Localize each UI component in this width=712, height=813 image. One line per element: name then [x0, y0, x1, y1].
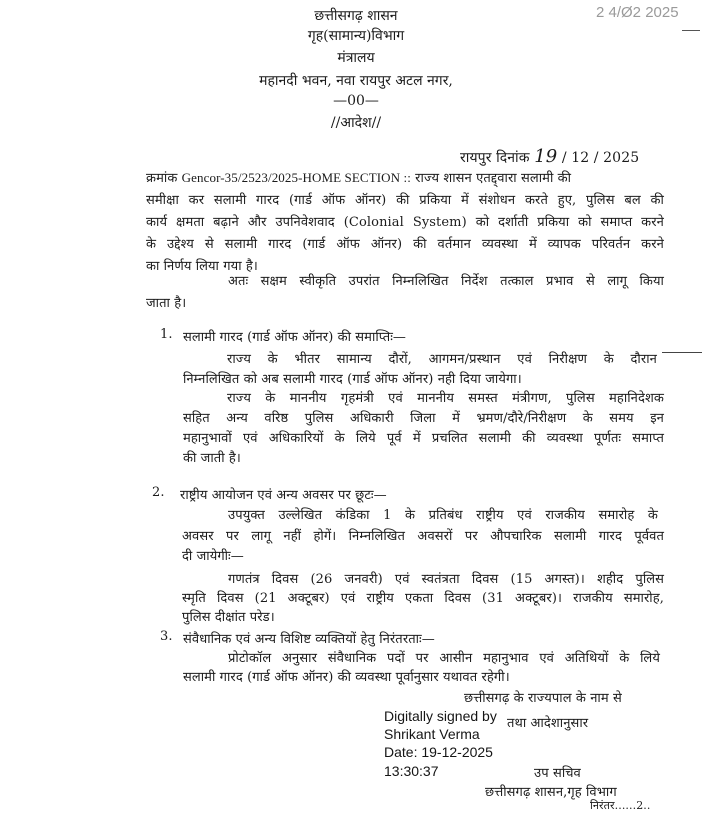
section-3-number: 3. — [160, 629, 173, 644]
intro-line-7: जाता है। — [146, 296, 187, 311]
place: रायपुर — [460, 150, 492, 166]
pen-mark — [662, 352, 702, 353]
section-1-line: निम्नलिखित को अब सलामी गारद (गार्ड ऑफ ऑनर) नही दिया जायेगा। — [183, 372, 522, 387]
signature-line: Digitally signed by — [384, 708, 497, 724]
designation: उप सचिव — [534, 766, 581, 781]
section-2-line: गणतंत्र दिवस (26 जनवरी) एवं स्वतंत्रता दिवस (15 अगस्त)। शहीद पुलिस — [228, 572, 664, 587]
section-3-title: संवैधानिक एवं अन्य विशिष्ट व्यक्तियों हेतु निरंतरताः— — [183, 632, 435, 647]
section-1-line: राज्य के माननीय गृहमंत्री एवं माननीय समस्त मंत्रीगण, पुलिस महानिदेशक — [227, 391, 664, 406]
section-2-title: राष्ट्रीय आयोजन एवं अन्य अवसर पर छूटः— — [180, 488, 387, 503]
section-2-line: अवसर पर लागू नहीं होगें। निम्नलिखित अवसरों पर औपचारिक सलामी गारद पूर्ववत — [182, 529, 664, 544]
section-1-number: 1. — [160, 327, 173, 342]
order-by-line: तथा आदेशानुसार — [507, 716, 589, 731]
section-1-line: महानुभावों एवं अधिकारियों के लिये पूर्व में प्रचलित सलामी की व्यवस्था पूर्णतः समाप्त — [183, 431, 664, 446]
signature-time: 13:30:37 — [384, 763, 439, 779]
date-line — [460, 146, 639, 167]
section-1-line: सहित अन्य वरिष्ठ पुलिस अधिकारी जिला में भ्रमण/दौरे/निरीक्षण के समय इन — [183, 411, 664, 426]
ministry-title: मंत्रालय — [337, 50, 375, 66]
reference-prefix: क्रमांक — [146, 171, 178, 186]
section-1-line: राज्य के भीतर सामान्य दौरों, आगमन/प्रस्थान एवं निरीक्षण के दौरान — [227, 352, 657, 367]
intro-line-2: समीक्षा कर सलामी गारद (गार्ड ऑफ ऑनर) की प्रकिया में संशोधन करते हुए, पुलिस बल की — [146, 193, 664, 208]
date-day: 19 — [534, 146, 558, 167]
section-2-line: पुलिस दीक्षांत परेड। — [182, 610, 275, 625]
intro-line-6: अतः सक्षम स्वीकृति उपरांत निम्नलिखित निर्देश तत्काल प्रभाव से लागू किया — [228, 274, 664, 289]
section-2-line: दी जायेगीः— — [182, 549, 244, 564]
governor-line: छत्तीसगढ़ के राज्यपाल के नाम से — [464, 691, 622, 706]
section-3-line: प्रोटोकॉल अनुसार संवैधानिक पदों पर आसीन महानुभाव एवं अतिथियों के लिये — [228, 651, 660, 666]
section-1-title: सलामी गारद (गार्ड ऑफ ऑनर) की समाप्तिः— — [183, 330, 407, 345]
section-2-number: 2. — [152, 485, 165, 500]
separator: —00— — [333, 93, 379, 109]
government-title: छत्तीसगढ़ शासन — [314, 8, 398, 24]
intro-line-1 — [146, 168, 664, 186]
section-2-line: स्मृति दिवस (21 अक्टूबर) एवं राष्ट्रीय एकता दिवस (31 अक्टूबर)। राजकीय समारोह, — [182, 591, 664, 606]
date-label: दिनांक — [496, 150, 530, 166]
date-rest: / 12 / 2025 — [561, 150, 640, 166]
department-line: छत्तीसगढ़ शासन,गृह विभाग — [485, 785, 617, 800]
intro-line-5: का निर्णय लिया गया है। — [146, 259, 258, 274]
section-1-line: की जाती है। — [183, 451, 241, 466]
reference-number: Gencor-35/2523/2025-HOME SECTION :: — [181, 170, 411, 185]
order-heading: //आदेश// — [330, 115, 382, 131]
address-line: महानदी भवन, नवा रायपुर अटल नगर, — [259, 73, 453, 89]
intro-line-3: कार्य क्षमता बढ़ाने और उपनिवेशवाद (Colonial System) को दर्शाती प्रकिया को समाप्त करने — [146, 215, 664, 230]
section-3-line: सलामी गारद (गार्ड ऑफ ऑनर) की व्यवस्था पूर्वानुसार यथावत रहेगी। — [183, 670, 510, 685]
section-2-line: उपयुक्त उल्लेखित कंडिका 1 के प्रतिबंध राष्ट्रीय एवं राजकीय समारोह के — [228, 508, 658, 523]
intro-line-4: के उद्देश्य से सलामी गारद (गार्ड ऑफ ऑनर) की वर्तमान व्यवस्था में व्यापक परिवर्तन करने — [146, 237, 664, 252]
signature-date: Date: 19-12-2025 — [384, 744, 493, 760]
intro-line-1-rest: राज्य शासन एतद्द्वारा सलामी की — [415, 171, 572, 186]
received-stamp: 2 4/Ø2 2025 — [596, 4, 679, 21]
signer-name: Shrikant Verma — [384, 726, 480, 742]
continued-marker: निरंतर......2.. — [590, 799, 651, 812]
department-title: गृह(सामान्य)विभाग — [307, 28, 405, 44]
